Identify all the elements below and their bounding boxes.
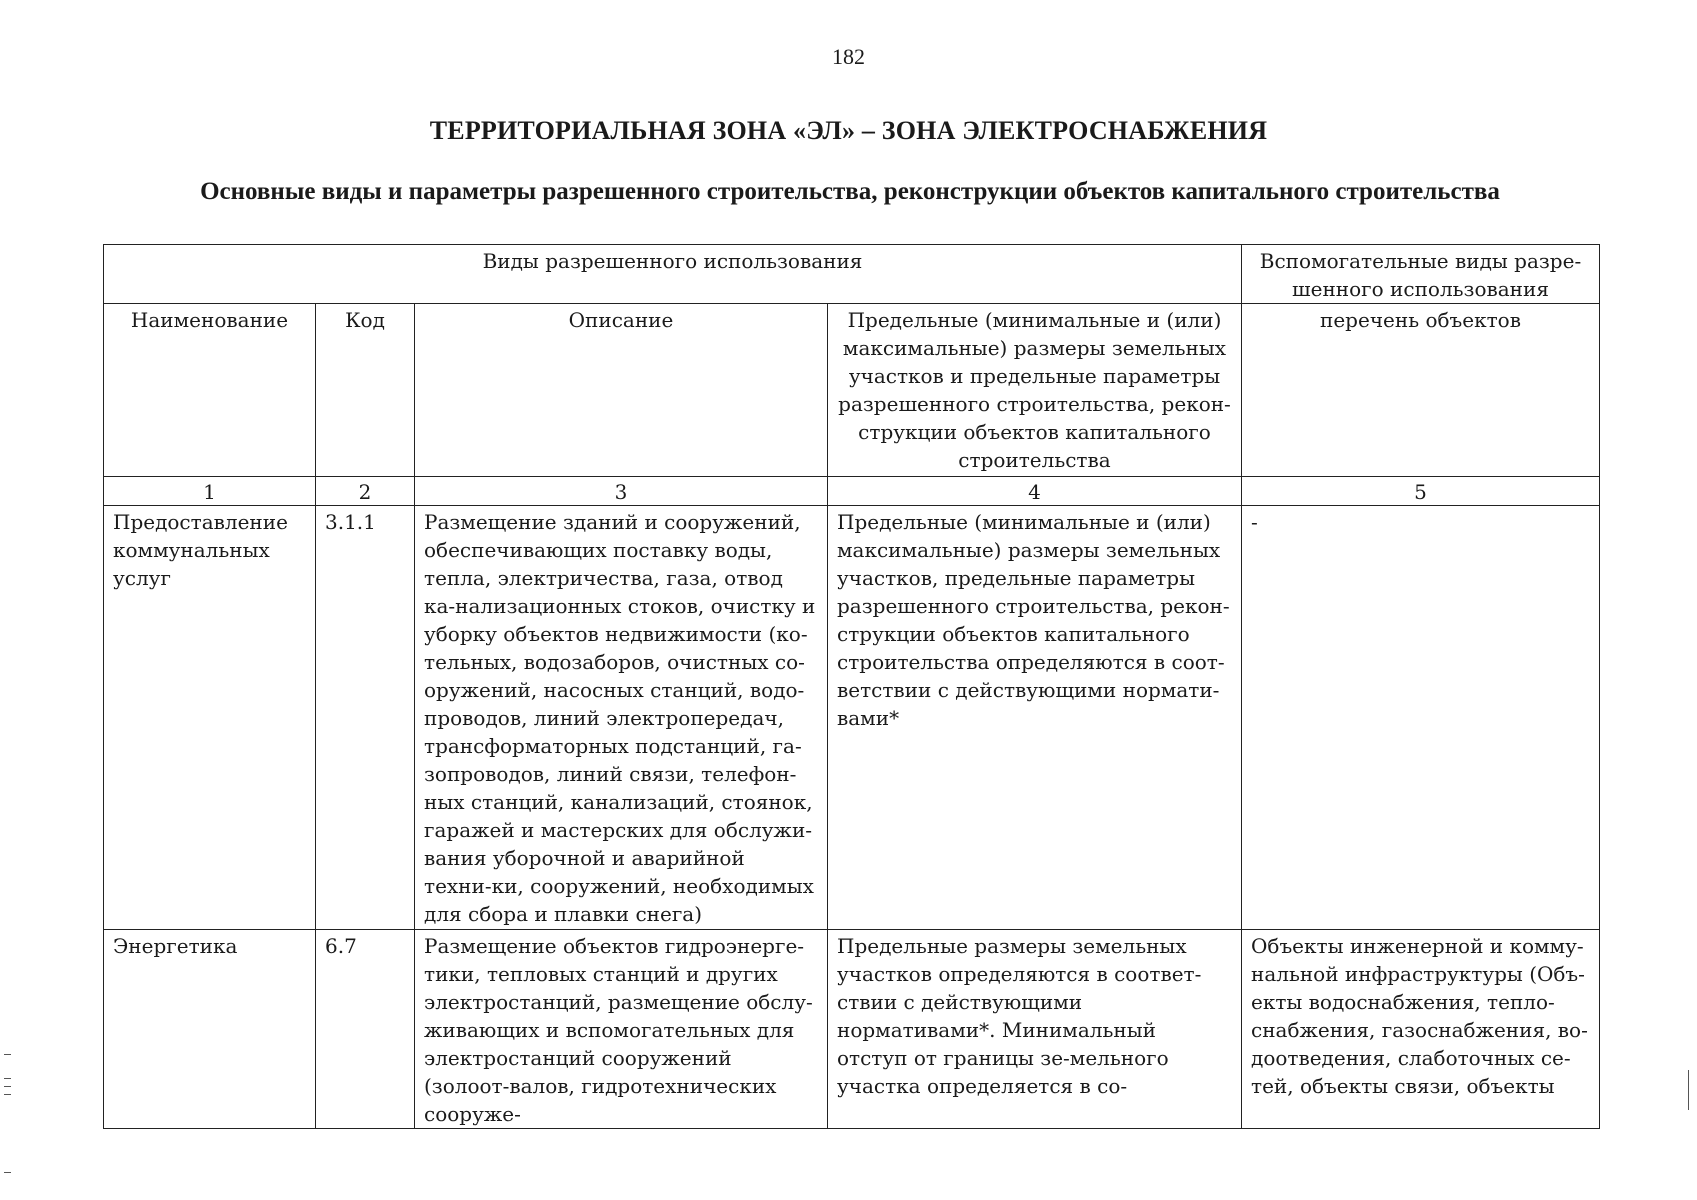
scan-mark xyxy=(4,1086,11,1087)
column-number: 2 xyxy=(316,477,415,506)
group-header-row xyxy=(104,245,1600,304)
scan-mark xyxy=(1688,1070,1689,1110)
column-header-row xyxy=(104,304,1600,477)
scan-mark xyxy=(4,1078,11,1079)
table-row xyxy=(104,506,1600,930)
column-number: 5 xyxy=(1242,477,1600,506)
row-name: Энергетика xyxy=(104,930,316,1129)
column-number: 3 xyxy=(415,477,828,506)
column-header-name: Наименование xyxy=(104,304,316,477)
scan-mark xyxy=(4,1172,11,1173)
zone-title: ТЕРРИТОРИАЛЬНАЯ ЗОНА «ЭЛ» – ЗОНА ЭЛЕКТРОСНАБЖЕНИЯ xyxy=(429,116,1268,145)
column-number-row xyxy=(104,477,1600,506)
row-code: 6.7 xyxy=(316,930,415,1129)
group-header-main: Виды разрешенного использования xyxy=(104,245,1242,304)
row-description: Размещение зданий и сооружений, обеспечивающих поставку воды, тепла, электричества, газа, отвод ка-нализационных стоков, очистку и уборку объектов недвижимости (ко-тельных, водозаборов, очистных со-оружений, насосных станций, водо-проводов, линий электропередач, трансформаторных подстанций, га-зопроводов, линий связи, телефон-ных станций, канализаций, стоянок, гаражей и мастерских для обслужи-вания уборочной и аварийной техни-ки, сооружений, необходимых для сбора и плавки снега) xyxy=(415,506,828,930)
row-name: Предоставление коммунальных услуг xyxy=(104,506,316,930)
row-code: 3.1.1 xyxy=(316,506,415,930)
column-header-objects: перечень объектов xyxy=(1242,304,1600,477)
section-title: Основные виды и параметры разрешенного строительства, реконструкции объектов капитального строительства xyxy=(200,178,1500,205)
page-number: 182 xyxy=(832,44,865,69)
group-header-auxiliary: Вспомогательные виды разре-шенного использования xyxy=(1242,245,1600,304)
column-header-description: Описание xyxy=(415,304,828,477)
column-number: 4 xyxy=(828,477,1242,506)
scan-mark xyxy=(4,1054,11,1055)
row-description: Размещение объектов гидроэнерге-тики, тепловых станций и других электростанций, размещение обслу-живающих и вспомогательных для электростанций сооружений (золоот-валов, гидротехнических сооруже- xyxy=(415,930,828,1129)
scan-mark xyxy=(4,1094,11,1095)
column-number: 1 xyxy=(104,477,316,506)
row-limits: Предельные размеры земельных участков определяются в соответ-ствии с действующими нормативами*. Минимальный отступ от границы зе-мельного участка определяется в со- xyxy=(828,930,1242,1129)
row-limits: Предельные (минимальные и (или) максимальные) размеры земельных участков, предельные параметры разрешенного строительства, рекон-струкции объектов капитального строительства определяются в соот-ветствии с действующими нормати-вами* xyxy=(828,506,1242,930)
zoning-table xyxy=(103,244,1600,1129)
row-objects: - xyxy=(1242,506,1600,930)
table-row xyxy=(104,930,1600,1129)
column-header-code: Код xyxy=(316,304,415,477)
row-objects: Объекты инженерной и комму-нальной инфраструктуры (Объ-екты водоснабжения, тепло-снабжения, газоснабжения, во-доотведения, слаботочных се-тей, объекты связи, объекты xyxy=(1242,930,1600,1129)
column-header-limits: Предельные (минимальные и (или) максимальные) размеры земельных участков и предельные параметры разрешенного строительства, рекон-струкции объектов капитального строительства xyxy=(828,304,1242,477)
